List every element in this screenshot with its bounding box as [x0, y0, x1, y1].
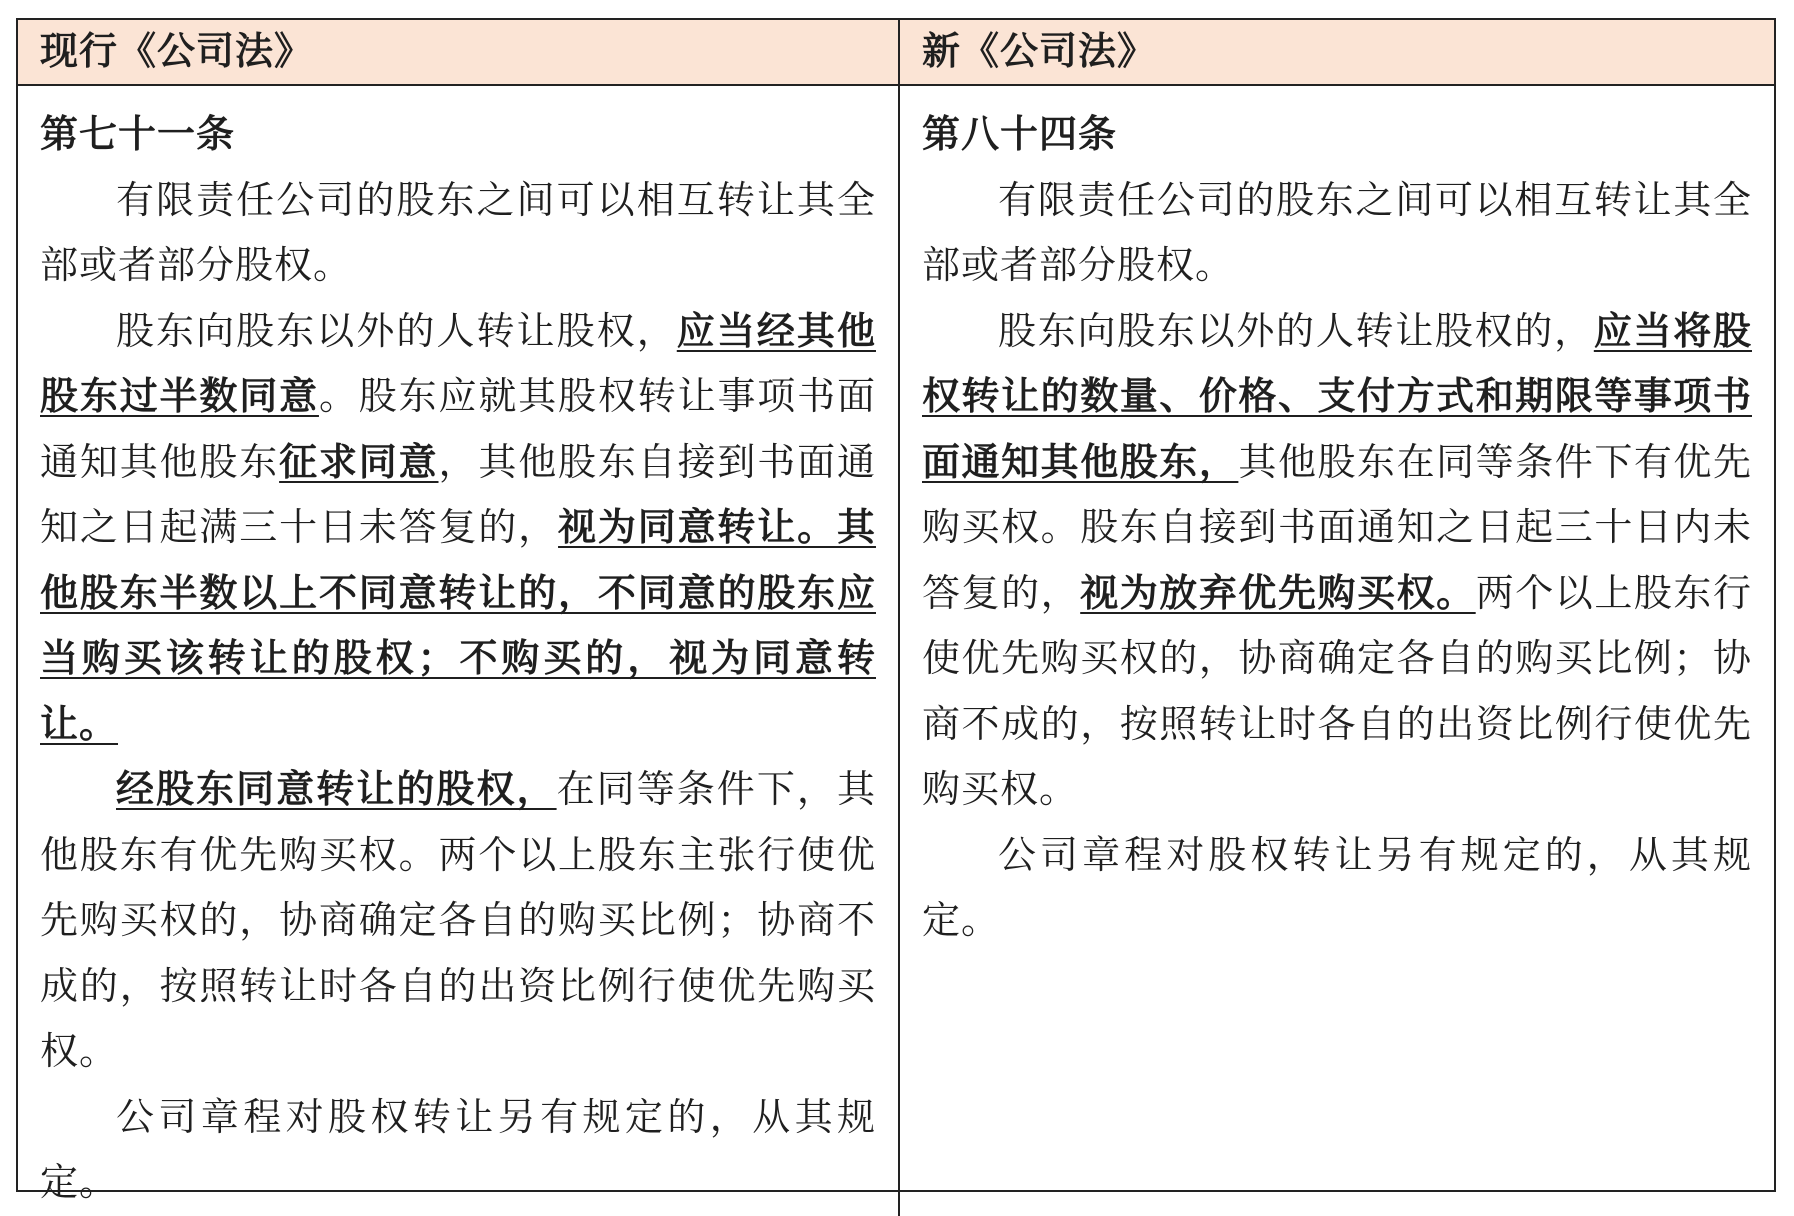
- paragraph-text: 在同等条件下，其他股东有优先购买权。两个以上股东主张行使优先购买权的，协商确定各自的购买比例；协商不成的，按照转让时各自的出资比例行使优先购买权。: [40, 767, 876, 1073]
- paragraph-text: 其他股东在同等条件下有优先购买权。股东自接到书面通知之日起三十日内未答复的，: [922, 439, 1752, 615]
- paragraph-text: 公司章程对股权转让另有规定的，从其规定。: [922, 832, 1752, 942]
- current-law-paragraphs: [40, 168, 876, 1216]
- law-paragraph: [40, 168, 876, 299]
- paragraph-text: 有限责任公司的股东之间可以相互转让其全部或者部分股权。: [922, 177, 1752, 287]
- emphasized-text: 经股东同意转让的股权，: [116, 767, 557, 811]
- paragraph-text: 公司章程对股权转让另有规定的，从其规定。: [40, 1094, 876, 1204]
- comparison-table: [16, 18, 1776, 1204]
- law-paragraph: [922, 823, 1752, 954]
- new-law-cell: [900, 86, 1774, 1216]
- law-paragraph: [40, 757, 876, 1085]
- new-article-title: 第八十四条: [922, 112, 1118, 156]
- header-new-law: 新《公司法》: [900, 20, 1774, 86]
- emphasized-text: 应当经其他股东过半数同意: [40, 308, 876, 418]
- paragraph-text: 有限责任公司的股东之间可以相互转让其全部或者部分股权。: [40, 177, 876, 287]
- law-paragraph: [922, 299, 1752, 823]
- paragraph-text: ，其他股东自接到书面通知之日起满三十日未答复的，: [40, 439, 876, 549]
- new-law-paragraphs: [922, 168, 1752, 954]
- emphasized-text: 应当将股权转让的数量、价格、支付方式和期限等事项书面通知其他股东，: [922, 308, 1752, 484]
- emphasized-text: 视为同意转让。其他股东半数以上不同意转让的，不同意的股东应当购买该转让的股权；不购买的，视为同意转让。: [40, 505, 876, 746]
- paragraph-text: 股东向股东以外的人转让股权，: [116, 308, 677, 353]
- law-paragraph: [40, 1085, 876, 1216]
- emphasized-text: 征求同意: [279, 439, 439, 484]
- law-paragraph: [40, 299, 876, 758]
- paragraph-text: 。股东应就其股权转让事项书面通知其他股东: [40, 374, 876, 484]
- law-paragraph: [922, 168, 1752, 299]
- paragraph-text: 股东向股东以外的人转让股权的，: [998, 308, 1594, 353]
- paragraph-text: 两个以上股东行使优先购买权的，协商确定各自的购买比例；协商不成的，按照转让时各自的出资比例行使优先购买权。: [922, 570, 1752, 811]
- emphasized-text: 视为放弃优先购买权。: [1080, 570, 1476, 615]
- current-article-title: 第七十一条: [40, 112, 236, 156]
- current-law-cell: [18, 86, 900, 1216]
- header-current-law: 现行《公司法》: [18, 20, 900, 86]
